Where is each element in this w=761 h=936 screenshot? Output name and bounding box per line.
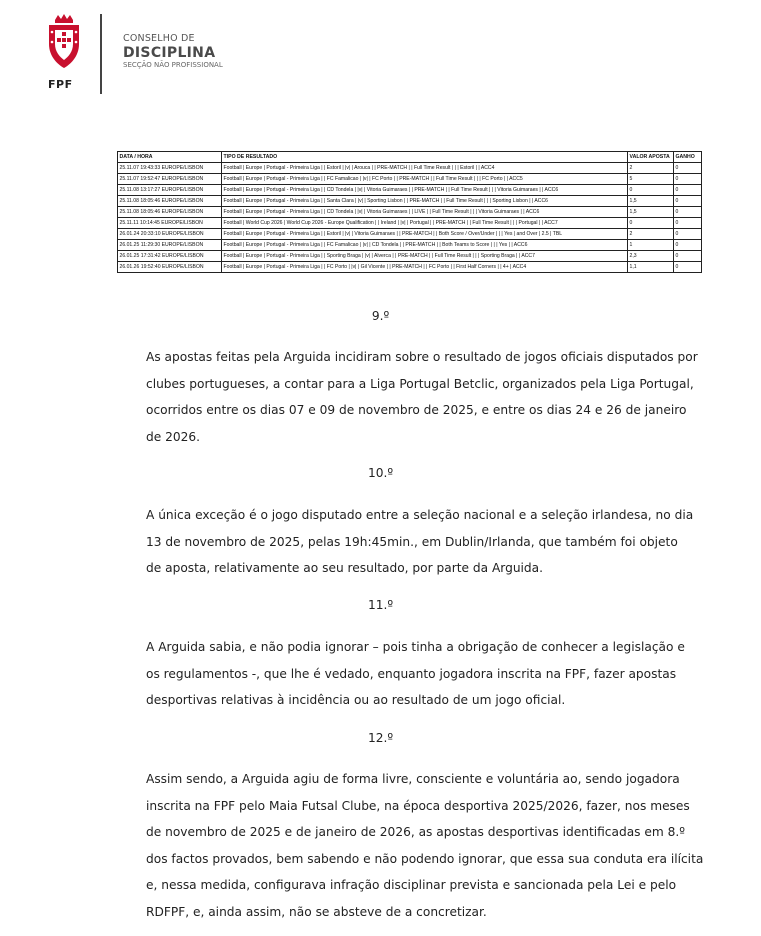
cell-bet-value: 1,5 — [628, 196, 674, 207]
text-line: de 2026. — [146, 429, 200, 444]
text-line: e, nessa medida, configurava infração disciplinar prevista e sancionada pela Lei e pelo — [146, 878, 677, 892]
section-text-12 — [146, 766, 704, 925]
section-text-9 — [146, 344, 698, 450]
text-line: 13 de novembro de 2025, pelas 19h:45min., em Dublin/Irlanda, que também foi objeto — [146, 534, 678, 549]
text-line: clubes portugueses, a contar para a Liga Portugal Betclic, organizados pela Liga Portugal, — [146, 376, 694, 391]
cell-result-type: Football | Europe | Portugal - Primeira Liga | | CD Tondela | |v| | Vitoria Guimaraes | | PRE-MATCH | | Full Time Result | | | Vitoria Guimaraes | | ACC6 — [222, 185, 628, 196]
section-text-11 — [146, 634, 685, 714]
table-row — [118, 174, 702, 185]
cell-result-type: Football | Europe | Portugal - Primeira Liga | | CD Tondela | |v| | Vitoria Guimaraes | | LIVE | | Full Time Result | | | Vitoria Guimaraes | | ACC6 — [222, 207, 628, 218]
cell-winnings: 0 — [674, 229, 702, 240]
org-line-3: SECÇÃO NÃO PROFISSIONAL — [123, 60, 223, 69]
text-line: desportivas relativas à incidência ou ao resultado de um jogo oficial. — [146, 693, 566, 707]
cell-result-type: Football | Europe | Portugal - Primeira Liga | | FC Porto | |v| | Gil Vicente | | PRE-MATCH | | FC Porto | | First Half Corners | | 4+ | ACC4 — [222, 262, 628, 273]
cell-winnings: 0 — [674, 251, 702, 262]
table-row — [118, 229, 702, 240]
cell-winnings: 0 — [674, 262, 702, 273]
table-row — [118, 218, 702, 229]
cell-date: 25.11.07 19:52:47 EUROPE/LISBON — [118, 174, 222, 185]
table-row — [118, 207, 702, 218]
cell-bet-value: 1,5 — [628, 207, 674, 218]
table-row — [118, 240, 702, 251]
text-line: RDFPF, e, ainda assim, não se absteve de a concretizar. — [146, 904, 487, 919]
cell-winnings: 0 — [674, 196, 702, 207]
text-line: A única exceção é o jogo disputado entre a seleção nacional e a seleção irlandesa, no dia — [146, 508, 694, 522]
text-line: de aposta, relativamente ao seu resultado, por parte da Arguida. — [146, 561, 544, 575]
table-row — [118, 163, 702, 174]
cell-bet-value: 2 — [628, 163, 674, 174]
org-line-1: CONSELHO DE — [123, 33, 195, 44]
cell-bet-value: 5 — [628, 174, 674, 185]
table-row — [118, 262, 702, 273]
organization-name — [123, 34, 223, 69]
header-winnings: GANHO — [674, 152, 702, 163]
cell-bet-value: 1,1 — [628, 262, 674, 273]
text-line: de novembro de 2025 e de janeiro de 2026, as apostas desportivas identificadas em 8.º — [146, 825, 685, 839]
text-line: As apostas feitas pela Arguida incidiram sobre o resultado de jogos oficiais disputados por — [146, 350, 698, 364]
cell-date: 25.11.11 10:14:45 EUROPE/LISBON — [118, 218, 222, 229]
cell-result-type: Football | Europe | Portugal - Primeira Liga | | Estoril | |v| | Vitoria Guimaraes | | PRE-MATCH | | Both Score / Over/Under | | | Yes | and Over | 2.5 | TBL — [222, 229, 628, 240]
table-row — [118, 196, 702, 207]
cell-result-type: Football | Europe | Portugal - Primeira Liga | | Estoril | |v| | Arouca | | PRE-MATCH | | Full Time Result | | | Estoril | | ACC4 — [222, 163, 628, 174]
cell-winnings: 0 — [674, 174, 702, 185]
cell-bet-value: 2 — [628, 229, 674, 240]
text-line: inscrita na FPF pelo Maia Futsal Clube, na época desportiva 2025/2026, fazer, nos meses — [146, 798, 690, 813]
cell-date: 25.11.08 18:05:46 EUROPE/LISBON — [118, 196, 222, 207]
table-row — [118, 185, 702, 196]
org-line-2: DISCIPLINA — [123, 44, 216, 61]
cell-bet-value: 2,3 — [628, 251, 674, 262]
header-divider — [100, 14, 102, 94]
table-row — [118, 251, 702, 262]
cell-result-type: Football | World Cup 2026 | World Cup 2026 - Europe Qualification | | Ireland | |v| | Portugal | | PRE-MATCH | | Full Time Result | | | Portugal | | ACC7 — [222, 218, 628, 229]
cell-bet-value: 1 — [628, 240, 674, 251]
cell-date: 25.11.08 18:05:46 EUROPE/LISBON — [118, 207, 222, 218]
cell-winnings: 0 — [674, 163, 702, 174]
cell-bet-value: 0 — [628, 218, 674, 229]
cell-result-type: Football | Europe | Portugal - Primeira Liga | | Santa Clara | |v| | Sporting Lisbon | | PRE-MATCH | | Full Time Result | | | Sporting Lisbon | | ACC6 — [222, 196, 628, 207]
cell-date: 25.11.07 19:43:33 EUROPE/LISBON — [118, 163, 222, 174]
logo-label: FPF — [48, 78, 73, 91]
cell-result-type: Football | Europe | Portugal - Primeira Liga | | FC Famalicao | |v| | FC Porto | | PRE-MATCH | | Full Time Result | | | FC Porto | | ACC5 — [222, 174, 628, 185]
cell-result-type: Football | Europe | Portugal - Primeira Liga | | FC Famalicao | |v| | CD Tondela | | PRE-MATCH | | Both Teams to Score | | | Yes | | ACC6 — [222, 240, 628, 251]
cell-winnings: 0 — [674, 207, 702, 218]
bets-table — [117, 151, 702, 273]
section-number-11: 11.º — [367, 598, 394, 612]
header-result-type: TIPO DE RESULTADO — [222, 152, 628, 163]
text-line: dos factos provados, bem sabendo e não podendo ignorar, que essa sua conduta era ilícita — [146, 851, 704, 866]
text-line: Assim sendo, a Arguida agiu de forma livre, consciente e voluntária ao, sendo jogadora — [146, 772, 680, 786]
cell-result-type: Football | Europe | Portugal - Primeira Liga | | Sporting Braga | |v| | Alverca | | PRE-MATCH | | Full Time Result | | | Sporting Braga | | ACC7 — [222, 251, 628, 262]
text-line: A Arguida sabia, e não podia ignorar – pois tinha a obrigação de conhecer a legislação e — [146, 640, 685, 654]
cell-winnings: 0 — [674, 185, 702, 196]
cell-date: 25.11.08 13:17:27 EUROPE/LISBON — [118, 185, 222, 196]
cell-date: 26.01.25 11:29:30 EUROPE/LISBON — [118, 240, 222, 251]
section-text-10 — [146, 502, 694, 582]
section-number-10: 10.º — [367, 466, 394, 480]
cell-date: 26.01.25 17:31:42 EUROPE/LISBON — [118, 251, 222, 262]
header-date: DATA / HORA — [118, 152, 222, 163]
table-header-row — [118, 152, 702, 163]
cell-winnings: 0 — [674, 240, 702, 251]
cell-bet-value: 0 — [628, 185, 674, 196]
section-number-9: 9.º — [371, 309, 390, 323]
cell-winnings: 0 — [674, 218, 702, 229]
cell-date: 26.01.26 19:52:40 EUROPE/LISBON — [118, 262, 222, 273]
header-bet-value: VALOR APOSTA — [628, 152, 674, 163]
section-number-12: 12.º — [367, 731, 394, 745]
text-line: os regulamentos -, que lhe é vedado, enquanto jogadora inscrita na FPF, fazer apostas — [146, 666, 677, 681]
cell-date: 26.01.24 20:33:10 EUROPE/LISBON — [118, 229, 222, 240]
text-line: ocorridos entre os dias 07 e 09 de novembro de 2025, e entre os dias 24 e 26 de janeiro — [146, 403, 687, 417]
fpf-crest-icon — [44, 14, 84, 74]
